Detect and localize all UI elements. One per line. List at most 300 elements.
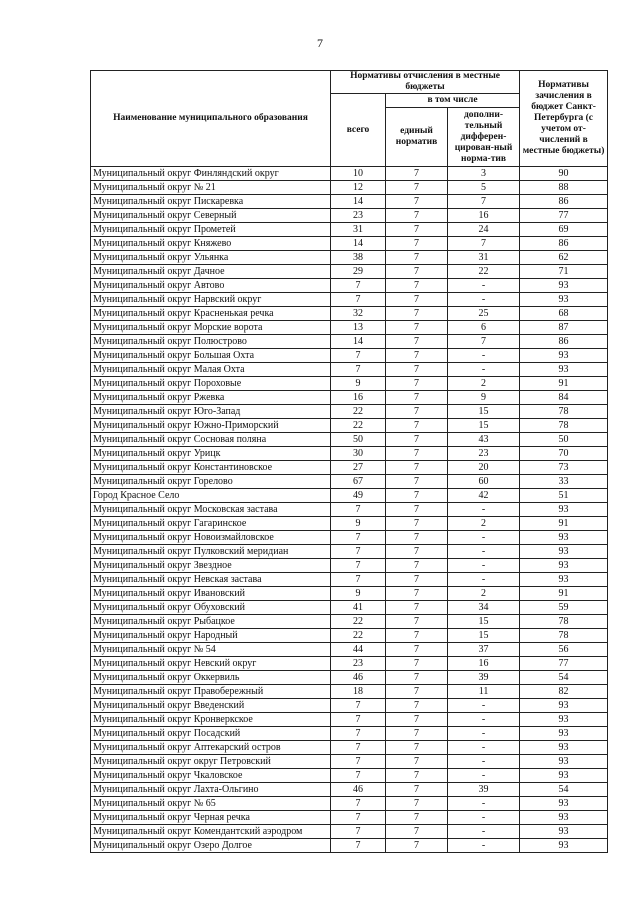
table-row <box>91 195 608 209</box>
table-row <box>91 797 608 811</box>
row-additional-cell: 2 <box>448 377 520 391</box>
row-name-cell: Муниципальный округ Новоизмайловское <box>91 531 331 545</box>
table-row <box>91 699 608 713</box>
row-name-cell: Муниципальный округ Гагаринское <box>91 517 331 531</box>
table-row <box>91 685 608 699</box>
row-additional-cell: 31 <box>448 251 520 265</box>
row-total-cell: 23 <box>331 657 386 671</box>
row-name-cell: Город Красное Село <box>91 489 331 503</box>
row-total-cell: 10 <box>331 167 386 181</box>
row-spb-cell: 86 <box>520 335 608 349</box>
header-norms-local: Нормативы отчисления в местные бюджеты <box>331 71 520 94</box>
row-single-cell: 7 <box>386 769 448 783</box>
row-total-cell: 46 <box>331 783 386 797</box>
row-spb-cell: 93 <box>520 769 608 783</box>
row-total-cell: 9 <box>331 377 386 391</box>
table-row <box>91 573 608 587</box>
row-additional-cell: - <box>448 699 520 713</box>
row-single-cell: 7 <box>386 461 448 475</box>
row-single-cell: 7 <box>386 321 448 335</box>
row-spb-cell: 91 <box>520 377 608 391</box>
row-total-cell: 67 <box>331 475 386 489</box>
row-single-cell: 7 <box>386 335 448 349</box>
row-additional-cell: 37 <box>448 643 520 657</box>
row-single-cell: 7 <box>386 391 448 405</box>
row-name-cell: Муниципальный округ Ульянка <box>91 251 331 265</box>
row-spb-cell: 73 <box>520 461 608 475</box>
row-additional-cell: 9 <box>448 391 520 405</box>
row-additional-cell: 15 <box>448 629 520 643</box>
table-row <box>91 517 608 531</box>
table-body <box>91 167 608 853</box>
row-total-cell: 7 <box>331 293 386 307</box>
row-total-cell: 7 <box>331 825 386 839</box>
row-name-cell: Муниципальный округ Полюстрово <box>91 335 331 349</box>
row-total-cell: 14 <box>331 195 386 209</box>
row-name-cell: Муниципальный округ Финляндский округ <box>91 167 331 181</box>
row-name-cell: Муниципальный округ Автово <box>91 279 331 293</box>
row-total-cell: 49 <box>331 489 386 503</box>
row-additional-cell: - <box>448 769 520 783</box>
row-additional-cell: 7 <box>448 237 520 251</box>
row-spb-cell: 91 <box>520 517 608 531</box>
table-row <box>91 657 608 671</box>
table-row <box>91 615 608 629</box>
row-additional-cell: - <box>448 363 520 377</box>
row-name-cell: Муниципальный округ Оккервиль <box>91 671 331 685</box>
table-row <box>91 167 608 181</box>
row-spb-cell: 91 <box>520 587 608 601</box>
row-spb-cell: 50 <box>520 433 608 447</box>
row-spb-cell: 78 <box>520 629 608 643</box>
table-row <box>91 279 608 293</box>
row-total-cell: 7 <box>331 769 386 783</box>
row-additional-cell: 11 <box>448 685 520 699</box>
table-row <box>91 475 608 489</box>
row-total-cell: 22 <box>331 629 386 643</box>
row-spb-cell: 78 <box>520 615 608 629</box>
table-row <box>91 391 608 405</box>
row-additional-cell: - <box>448 531 520 545</box>
table-row <box>91 769 608 783</box>
page-number: 7 <box>317 36 323 50</box>
row-single-cell: 7 <box>386 447 448 461</box>
row-total-cell: 7 <box>331 545 386 559</box>
row-additional-cell: 16 <box>448 209 520 223</box>
row-additional-cell: - <box>448 825 520 839</box>
row-spb-cell: 93 <box>520 349 608 363</box>
row-single-cell: 7 <box>386 839 448 853</box>
table-row <box>91 839 608 853</box>
table-row <box>91 531 608 545</box>
row-total-cell: 30 <box>331 447 386 461</box>
row-spb-cell: 93 <box>520 797 608 811</box>
row-additional-cell: 5 <box>448 181 520 195</box>
row-additional-cell: 24 <box>448 223 520 237</box>
row-name-cell: Муниципальный округ Морские ворота <box>91 321 331 335</box>
row-name-cell: Муниципальный округ Обуховский <box>91 601 331 615</box>
row-single-cell: 7 <box>386 251 448 265</box>
row-spb-cell: 62 <box>520 251 608 265</box>
row-single-cell: 7 <box>386 363 448 377</box>
row-name-cell: Муниципальный округ № 54 <box>91 643 331 657</box>
row-name-cell: Муниципальный округ Пороховые <box>91 377 331 391</box>
row-spb-cell: 77 <box>520 657 608 671</box>
row-total-cell: 41 <box>331 601 386 615</box>
row-spb-cell: 82 <box>520 685 608 699</box>
row-total-cell: 31 <box>331 223 386 237</box>
row-name-cell: Муниципальный округ Озеро Долгое <box>91 839 331 853</box>
header-name: Наименование муниципального образования <box>91 71 331 167</box>
row-additional-cell: 34 <box>448 601 520 615</box>
row-single-cell: 7 <box>386 573 448 587</box>
row-name-cell: Муниципальный округ № 65 <box>91 797 331 811</box>
table-row <box>91 237 608 251</box>
row-spb-cell: 93 <box>520 545 608 559</box>
row-single-cell: 7 <box>386 587 448 601</box>
table-row <box>91 727 608 741</box>
row-single-cell: 7 <box>386 755 448 769</box>
row-name-cell: Муниципальный округ Комендантский аэродром <box>91 825 331 839</box>
row-total-cell: 12 <box>331 181 386 195</box>
row-name-cell: Муниципальный округ Лахта-Ольгино <box>91 783 331 797</box>
row-name-cell: Муниципальный округ Ржевка <box>91 391 331 405</box>
row-total-cell: 38 <box>331 251 386 265</box>
row-single-cell: 7 <box>386 293 448 307</box>
header-single: единый норматив <box>386 108 448 167</box>
row-name-cell: Муниципальный округ Правобережный <box>91 685 331 699</box>
row-spb-cell: 93 <box>520 559 608 573</box>
row-spb-cell: 84 <box>520 391 608 405</box>
row-single-cell: 7 <box>386 671 448 685</box>
table-row <box>91 825 608 839</box>
row-additional-cell: - <box>448 839 520 853</box>
row-additional-cell: - <box>448 755 520 769</box>
row-name-cell: Муниципальный округ Ивановский <box>91 587 331 601</box>
row-name-cell: Муниципальный округ Малая Охта <box>91 363 331 377</box>
norms-table <box>90 70 608 853</box>
row-spb-cell: 93 <box>520 741 608 755</box>
row-spb-cell: 86 <box>520 195 608 209</box>
row-single-cell: 7 <box>386 699 448 713</box>
row-name-cell: Муниципальный округ Московская застава <box>91 503 331 517</box>
row-name-cell: Муниципальный округ Невская застава <box>91 573 331 587</box>
header-additional: дополни-тельный дифферен-цирован-ный норма-тив <box>448 108 520 167</box>
row-spb-cell: 93 <box>520 699 608 713</box>
row-total-cell: 22 <box>331 419 386 433</box>
row-total-cell: 9 <box>331 517 386 531</box>
row-spb-cell: 90 <box>520 167 608 181</box>
table-row <box>91 601 608 615</box>
row-spb-cell: 93 <box>520 573 608 587</box>
row-single-cell: 7 <box>386 349 448 363</box>
row-additional-cell: 43 <box>448 433 520 447</box>
row-total-cell: 22 <box>331 615 386 629</box>
row-spb-cell: 54 <box>520 671 608 685</box>
row-additional-cell: 3 <box>448 167 520 181</box>
row-single-cell: 7 <box>386 629 448 643</box>
row-name-cell: Муниципальный округ Кронверкское <box>91 713 331 727</box>
row-spb-cell: 93 <box>520 531 608 545</box>
row-additional-cell: 22 <box>448 265 520 279</box>
table-row <box>91 587 608 601</box>
row-total-cell: 27 <box>331 461 386 475</box>
row-additional-cell: 6 <box>448 321 520 335</box>
row-additional-cell: - <box>448 559 520 573</box>
row-total-cell: 14 <box>331 237 386 251</box>
row-spb-cell: 71 <box>520 265 608 279</box>
header-total: всего <box>331 94 386 167</box>
row-total-cell: 22 <box>331 405 386 419</box>
table-row <box>91 629 608 643</box>
row-total-cell: 7 <box>331 741 386 755</box>
row-single-cell: 7 <box>386 405 448 419</box>
row-additional-cell: - <box>448 797 520 811</box>
table-row <box>91 419 608 433</box>
row-total-cell: 7 <box>331 573 386 587</box>
table-row <box>91 265 608 279</box>
row-total-cell: 7 <box>331 349 386 363</box>
row-total-cell: 16 <box>331 391 386 405</box>
table-row <box>91 503 608 517</box>
row-total-cell: 29 <box>331 265 386 279</box>
row-name-cell: Муниципальный округ Народный <box>91 629 331 643</box>
row-name-cell: Муниципальный округ Пискаревка <box>91 195 331 209</box>
row-name-cell: Муниципальный округ Дачное <box>91 265 331 279</box>
row-spb-cell: 56 <box>520 643 608 657</box>
row-total-cell: 7 <box>331 755 386 769</box>
table-header <box>91 71 608 167</box>
row-total-cell: 7 <box>331 839 386 853</box>
row-name-cell: Муниципальный округ Невский округ <box>91 657 331 671</box>
table-row <box>91 461 608 475</box>
table-row <box>91 643 608 657</box>
row-spb-cell: 51 <box>520 489 608 503</box>
row-total-cell: 7 <box>331 699 386 713</box>
row-name-cell: Муниципальный округ округ Петровский <box>91 755 331 769</box>
row-name-cell: Муниципальный округ Княжево <box>91 237 331 251</box>
table-row <box>91 559 608 573</box>
row-single-cell: 7 <box>386 167 448 181</box>
row-additional-cell: - <box>448 349 520 363</box>
row-spb-cell: 93 <box>520 293 608 307</box>
row-single-cell: 7 <box>386 223 448 237</box>
row-single-cell: 7 <box>386 741 448 755</box>
row-single-cell: 7 <box>386 643 448 657</box>
row-additional-cell: 42 <box>448 489 520 503</box>
row-spb-cell: 93 <box>520 503 608 517</box>
row-spb-cell: 87 <box>520 321 608 335</box>
row-additional-cell: - <box>448 727 520 741</box>
row-spb-cell: 33 <box>520 475 608 489</box>
row-additional-cell: - <box>448 811 520 825</box>
row-name-cell: Муниципальный округ Южно-Приморский <box>91 419 331 433</box>
row-single-cell: 7 <box>386 503 448 517</box>
row-single-cell: 7 <box>386 307 448 321</box>
row-total-cell: 7 <box>331 797 386 811</box>
row-additional-cell: - <box>448 503 520 517</box>
row-spb-cell: 88 <box>520 181 608 195</box>
table-row <box>91 349 608 363</box>
row-single-cell: 7 <box>386 489 448 503</box>
row-single-cell: 7 <box>386 265 448 279</box>
row-name-cell: Муниципальный округ Сосновая поляна <box>91 433 331 447</box>
row-additional-cell: 15 <box>448 405 520 419</box>
row-additional-cell: 20 <box>448 461 520 475</box>
row-name-cell: Муниципальный округ Урицк <box>91 447 331 461</box>
row-name-cell: Муниципальный округ Звездное <box>91 559 331 573</box>
row-additional-cell: 15 <box>448 419 520 433</box>
row-spb-cell: 93 <box>520 825 608 839</box>
row-single-cell: 7 <box>386 475 448 489</box>
row-name-cell: Муниципальный округ Северный <box>91 209 331 223</box>
row-name-cell: Муниципальный округ Прометей <box>91 223 331 237</box>
table-row <box>91 405 608 419</box>
row-single-cell: 7 <box>386 601 448 615</box>
row-single-cell: 7 <box>386 783 448 797</box>
table-row <box>91 335 608 349</box>
row-name-cell: Муниципальный округ Чкаловское <box>91 769 331 783</box>
table-row <box>91 321 608 335</box>
row-name-cell: Муниципальный округ № 21 <box>91 181 331 195</box>
row-single-cell: 7 <box>386 419 448 433</box>
row-single-cell: 7 <box>386 797 448 811</box>
table-row <box>91 293 608 307</box>
row-single-cell: 7 <box>386 727 448 741</box>
row-additional-cell: 39 <box>448 783 520 797</box>
row-additional-cell: 25 <box>448 307 520 321</box>
row-spb-cell: 86 <box>520 237 608 251</box>
table-row <box>91 783 608 797</box>
row-spb-cell: 93 <box>520 713 608 727</box>
row-spb-cell: 54 <box>520 783 608 797</box>
row-total-cell: 13 <box>331 321 386 335</box>
table-row <box>91 545 608 559</box>
row-name-cell: Муниципальный округ Пулковский меридиан <box>91 545 331 559</box>
header-including: в том числе <box>386 94 520 108</box>
table-row <box>91 181 608 195</box>
table-row <box>91 489 608 503</box>
row-name-cell: Муниципальный округ Большая Охта <box>91 349 331 363</box>
row-additional-cell: 7 <box>448 195 520 209</box>
row-total-cell: 7 <box>331 727 386 741</box>
row-total-cell: 7 <box>331 531 386 545</box>
row-additional-cell: - <box>448 713 520 727</box>
row-spb-cell: 93 <box>520 811 608 825</box>
row-spb-cell: 59 <box>520 601 608 615</box>
row-name-cell: Муниципальный округ Нарвский округ <box>91 293 331 307</box>
row-single-cell: 7 <box>386 531 448 545</box>
table-row <box>91 671 608 685</box>
row-additional-cell: - <box>448 545 520 559</box>
row-name-cell: Муниципальный округ Константиновское <box>91 461 331 475</box>
row-spb-cell: 78 <box>520 405 608 419</box>
row-total-cell: 50 <box>331 433 386 447</box>
row-total-cell: 7 <box>331 279 386 293</box>
row-name-cell: Муниципальный округ Введенский <box>91 699 331 713</box>
row-single-cell: 7 <box>386 433 448 447</box>
table-row <box>91 433 608 447</box>
row-additional-cell: - <box>448 279 520 293</box>
row-spb-cell: 93 <box>520 363 608 377</box>
row-spb-cell: 93 <box>520 755 608 769</box>
row-total-cell: 23 <box>331 209 386 223</box>
row-total-cell: 32 <box>331 307 386 321</box>
row-spb-cell: 93 <box>520 279 608 293</box>
table-row <box>91 307 608 321</box>
row-single-cell: 7 <box>386 657 448 671</box>
table-row <box>91 223 608 237</box>
row-single-cell: 7 <box>386 377 448 391</box>
row-additional-cell: - <box>448 293 520 307</box>
row-total-cell: 7 <box>331 559 386 573</box>
table-row <box>91 377 608 391</box>
row-additional-cell: 60 <box>448 475 520 489</box>
row-spb-cell: 70 <box>520 447 608 461</box>
row-name-cell: Муниципальный округ Юго-Запад <box>91 405 331 419</box>
row-single-cell: 7 <box>386 209 448 223</box>
row-single-cell: 7 <box>386 195 448 209</box>
table-row <box>91 741 608 755</box>
row-total-cell: 44 <box>331 643 386 657</box>
row-additional-cell: 23 <box>448 447 520 461</box>
row-total-cell: 7 <box>331 713 386 727</box>
header-spb: Нормативы зачисления в бюджет Санкт-Петербурга (с учетом от-числений в местные бюджеты) <box>520 71 608 167</box>
row-single-cell: 7 <box>386 713 448 727</box>
row-total-cell: 14 <box>331 335 386 349</box>
row-additional-cell: - <box>448 573 520 587</box>
row-total-cell: 7 <box>331 503 386 517</box>
row-total-cell: 18 <box>331 685 386 699</box>
row-single-cell: 7 <box>386 825 448 839</box>
row-single-cell: 7 <box>386 517 448 531</box>
table-row <box>91 447 608 461</box>
row-single-cell: 7 <box>386 615 448 629</box>
row-additional-cell: 16 <box>448 657 520 671</box>
row-single-cell: 7 <box>386 237 448 251</box>
row-name-cell: Муниципальный округ Черная речка <box>91 811 331 825</box>
row-name-cell: Муниципальный округ Аптекарский остров <box>91 741 331 755</box>
row-spb-cell: 93 <box>520 839 608 853</box>
table-row <box>91 811 608 825</box>
row-spb-cell: 78 <box>520 419 608 433</box>
table-row <box>91 209 608 223</box>
row-total-cell: 7 <box>331 811 386 825</box>
row-name-cell: Муниципальный округ Рыбацкое <box>91 615 331 629</box>
row-single-cell: 7 <box>386 279 448 293</box>
row-name-cell: Муниципальный округ Горелово <box>91 475 331 489</box>
row-spb-cell: 69 <box>520 223 608 237</box>
row-single-cell: 7 <box>386 685 448 699</box>
row-single-cell: 7 <box>386 545 448 559</box>
row-spb-cell: 68 <box>520 307 608 321</box>
table-row <box>91 251 608 265</box>
row-additional-cell: 2 <box>448 587 520 601</box>
row-name-cell: Муниципальный округ Красненькая речка <box>91 307 331 321</box>
row-spb-cell: 93 <box>520 727 608 741</box>
table-row <box>91 755 608 769</box>
row-total-cell: 7 <box>331 363 386 377</box>
row-single-cell: 7 <box>386 181 448 195</box>
row-additional-cell: 39 <box>448 671 520 685</box>
row-spb-cell: 77 <box>520 209 608 223</box>
row-name-cell: Муниципальный округ Посадский <box>91 727 331 741</box>
row-additional-cell: - <box>448 741 520 755</box>
table-row <box>91 363 608 377</box>
row-single-cell: 7 <box>386 811 448 825</box>
row-total-cell: 9 <box>331 587 386 601</box>
row-additional-cell: 15 <box>448 615 520 629</box>
